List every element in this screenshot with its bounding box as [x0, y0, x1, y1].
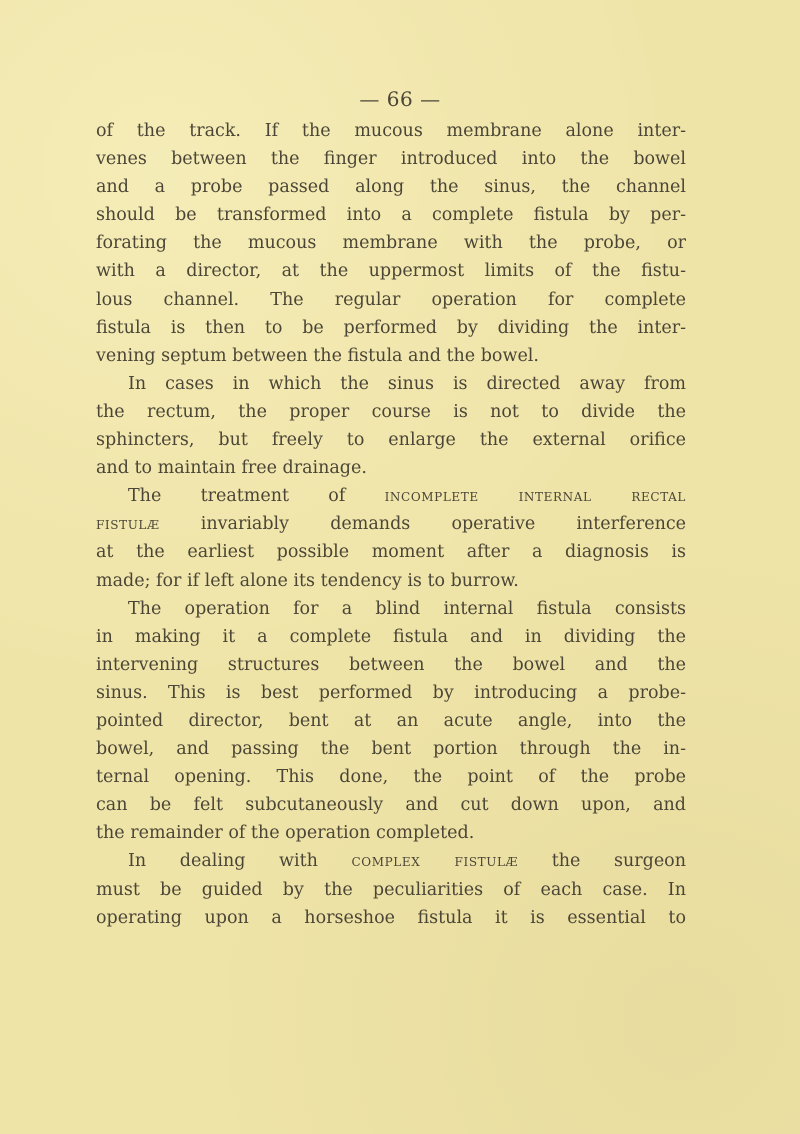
- small-caps-term: complex fistulæ: [351, 851, 519, 872]
- paragraph: [96, 595, 686, 848]
- paragraph: [96, 482, 686, 594]
- text-line: of the track. If the mucous membrane alone inter-: [96, 121, 686, 141]
- text-line: with a director, at the uppermost limits of the fistu-: [96, 261, 686, 282]
- text-line: at the earliest possible moment after a diagnosis is: [96, 542, 686, 563]
- text-line: vening septum between the fistula and the bowel.: [96, 345, 539, 366]
- text-line: In cases in which the sinus is directed away from: [128, 373, 686, 394]
- text-run: the surgeon: [518, 851, 686, 872]
- text-line: venes between the finger introduced into the bowel: [96, 149, 686, 170]
- text-run: invariably demands operative interference: [159, 514, 686, 535]
- text-run: In dealing with: [128, 851, 352, 872]
- paragraph: [96, 117, 686, 370]
- text-line: and to maintain free drainage.: [96, 458, 367, 479]
- text-line: must be guided by the peculiarities of each case. In: [96, 879, 686, 900]
- text-line: should be transformed into a complete fistula by per-: [96, 205, 686, 226]
- text-line: [96, 510, 686, 538]
- text-line: in making it a complete fistula and in dividing the: [96, 626, 686, 647]
- text-line: intervening structures between the bowel and the: [96, 654, 686, 675]
- text-line: [96, 482, 686, 510]
- text-line: lous channel. The regular operation for complete: [96, 289, 686, 310]
- body-text: [96, 117, 686, 932]
- text-line: can be felt subcutaneously and cut down upon, and: [96, 795, 686, 816]
- small-caps-term: incomplete internal rectal: [384, 486, 686, 507]
- text-line: The operation for a blind internal fistula consists: [128, 598, 686, 619]
- text-line: forating the mucous membrane with the probe, or: [96, 233, 686, 254]
- text-line: bowel, and passing the bent portion through the in-: [96, 739, 686, 760]
- paragraph: [96, 847, 686, 931]
- text-line: the remainder of the operation completed.: [96, 823, 475, 844]
- paragraph: [96, 370, 686, 482]
- text-line: operating upon a horseshoe fistula it is essential to: [96, 907, 686, 928]
- text-line: ternal opening. This done, the point of the probe: [96, 767, 686, 788]
- text-line: sphincters, but freely to enlarge the external orifice: [96, 430, 686, 451]
- text-line: fistula is then to be performed by dividing the inter-: [96, 317, 686, 338]
- page-number: — 66 —: [359, 87, 441, 111]
- text-line: the rectum, the proper course is not to divide the: [96, 401, 686, 422]
- text-line: [96, 847, 686, 875]
- text-line: pointed director, bent at an acute angle, into the: [96, 710, 686, 731]
- small-caps-term: fistulæ: [96, 514, 160, 535]
- text-line: sinus. This is best performed by introducing a probe-: [96, 682, 686, 703]
- text-run: The treatment of: [128, 486, 385, 507]
- text-line: and a probe passed along the sinus, the channel: [96, 177, 686, 198]
- text-line: made; for if left alone its tendency is to burrow.: [96, 570, 519, 591]
